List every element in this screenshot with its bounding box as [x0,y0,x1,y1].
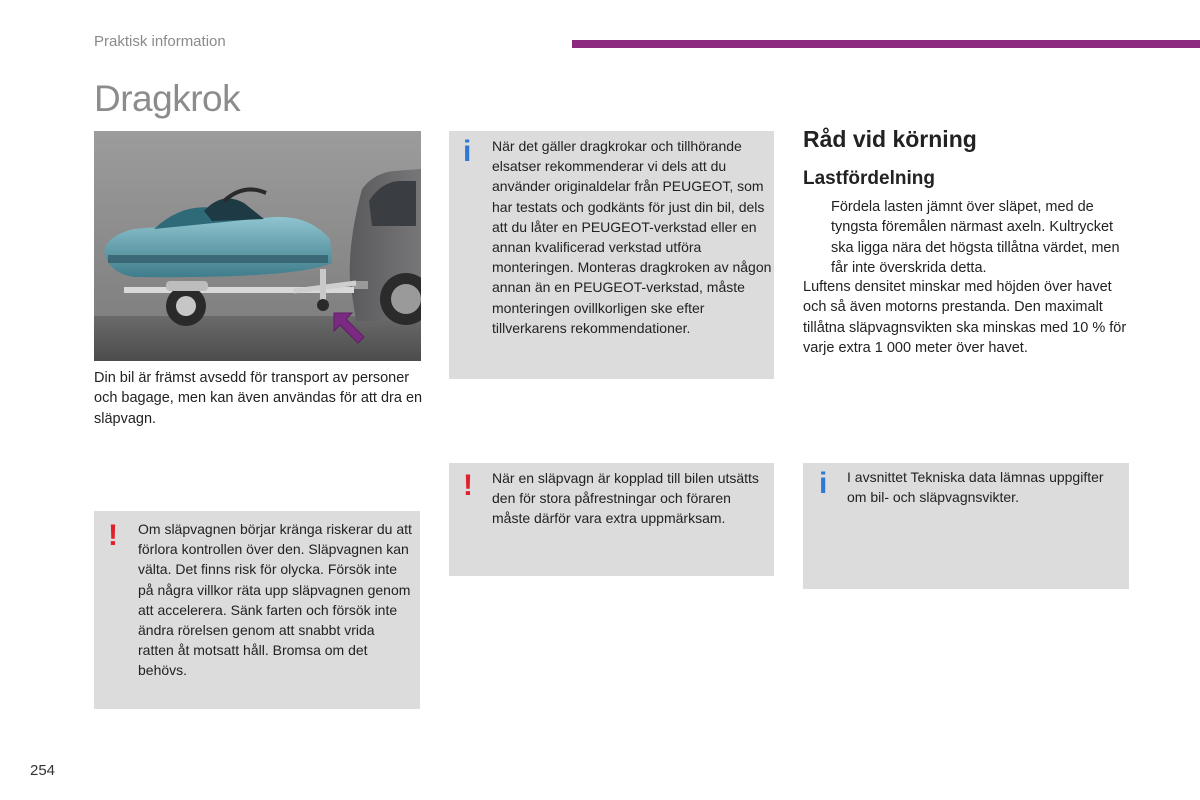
info-icon: i [819,467,828,500]
bullet-text: Fördela lasten jämnt över släpet, med de tyngsta föremålen närmast axeln. Kultrycket ska ligga nära det högsta tillåtna värdet, men får inte överskrida detta. [831,199,1120,276]
warning-icon: ! [108,519,118,552]
altitude-paragraph: Luftens densitet minskar med höjden över havet och så även motorns prestanda. Den maximalt tillåtna släpvagnsvikten ska minskas med 10 % för varje extra 1 000 meter över havet. [803,279,1127,356]
intro-caption: Din bil är främst avsedd för transport av personer och bagage, men kan även användas för att dra en släpvagn. [94,370,423,427]
section-label: Praktisk information [94,33,226,50]
info-box-technical-data [803,463,1129,589]
warning-box-vehicle-load [449,463,774,576]
driving-advice-heading: Råd vid körning [803,126,977,152]
jetski-trailer-illustration [94,131,421,361]
warning-icon: ! [463,469,473,502]
section-accent-bar [572,40,1200,48]
warning-text: När en släpvagn är kopplad till bilen utsätts den för stora påfrestningar och föraren måste därför vara extra uppmärksam. [492,470,759,527]
page-number: 254 [30,762,56,779]
info-box-genuine-parts [449,131,774,379]
info-text: När det gäller dragkrokar och tillhörande elsatser rekommenderar vi dels att du använder originaldelar från PEUGEOT, som har testats och godkänts för just din bil, dels att du låter en PEUGEOT-verkstad eller en annan kvalificerad verkstad utföra monteringen. Monteras dragkroken av någon annan än en PEUGEOT-verkstad, måste monteringen ovillkorligen ske efter tillverkarens rekommendationer. [492,138,772,336]
info-icon: i [463,135,472,168]
warning-text: Om släpvagnen börjar kränga riskerar du att förlora kontrollen över den. Släpvagnen kan välta. Det finns risk för olycka. Försök inte på några villkor räta upp släpvagnen genom att accelerera. Sänk farten och försök inte ändra rörelsen genom att snabbt vrida ratten åt motsatt håll. Bromsa om det behövs. [138,521,412,679]
page-title: Dragkrok [94,78,241,119]
warning-box-trailer-sway [94,511,420,709]
info-text: I avsnittet Tekniska data lämnas uppgifter om bil- och släpvagnsvikter. [847,469,1104,506]
background-floor [94,316,421,361]
load-distribution-subheading: Lastfördelning [803,168,935,189]
